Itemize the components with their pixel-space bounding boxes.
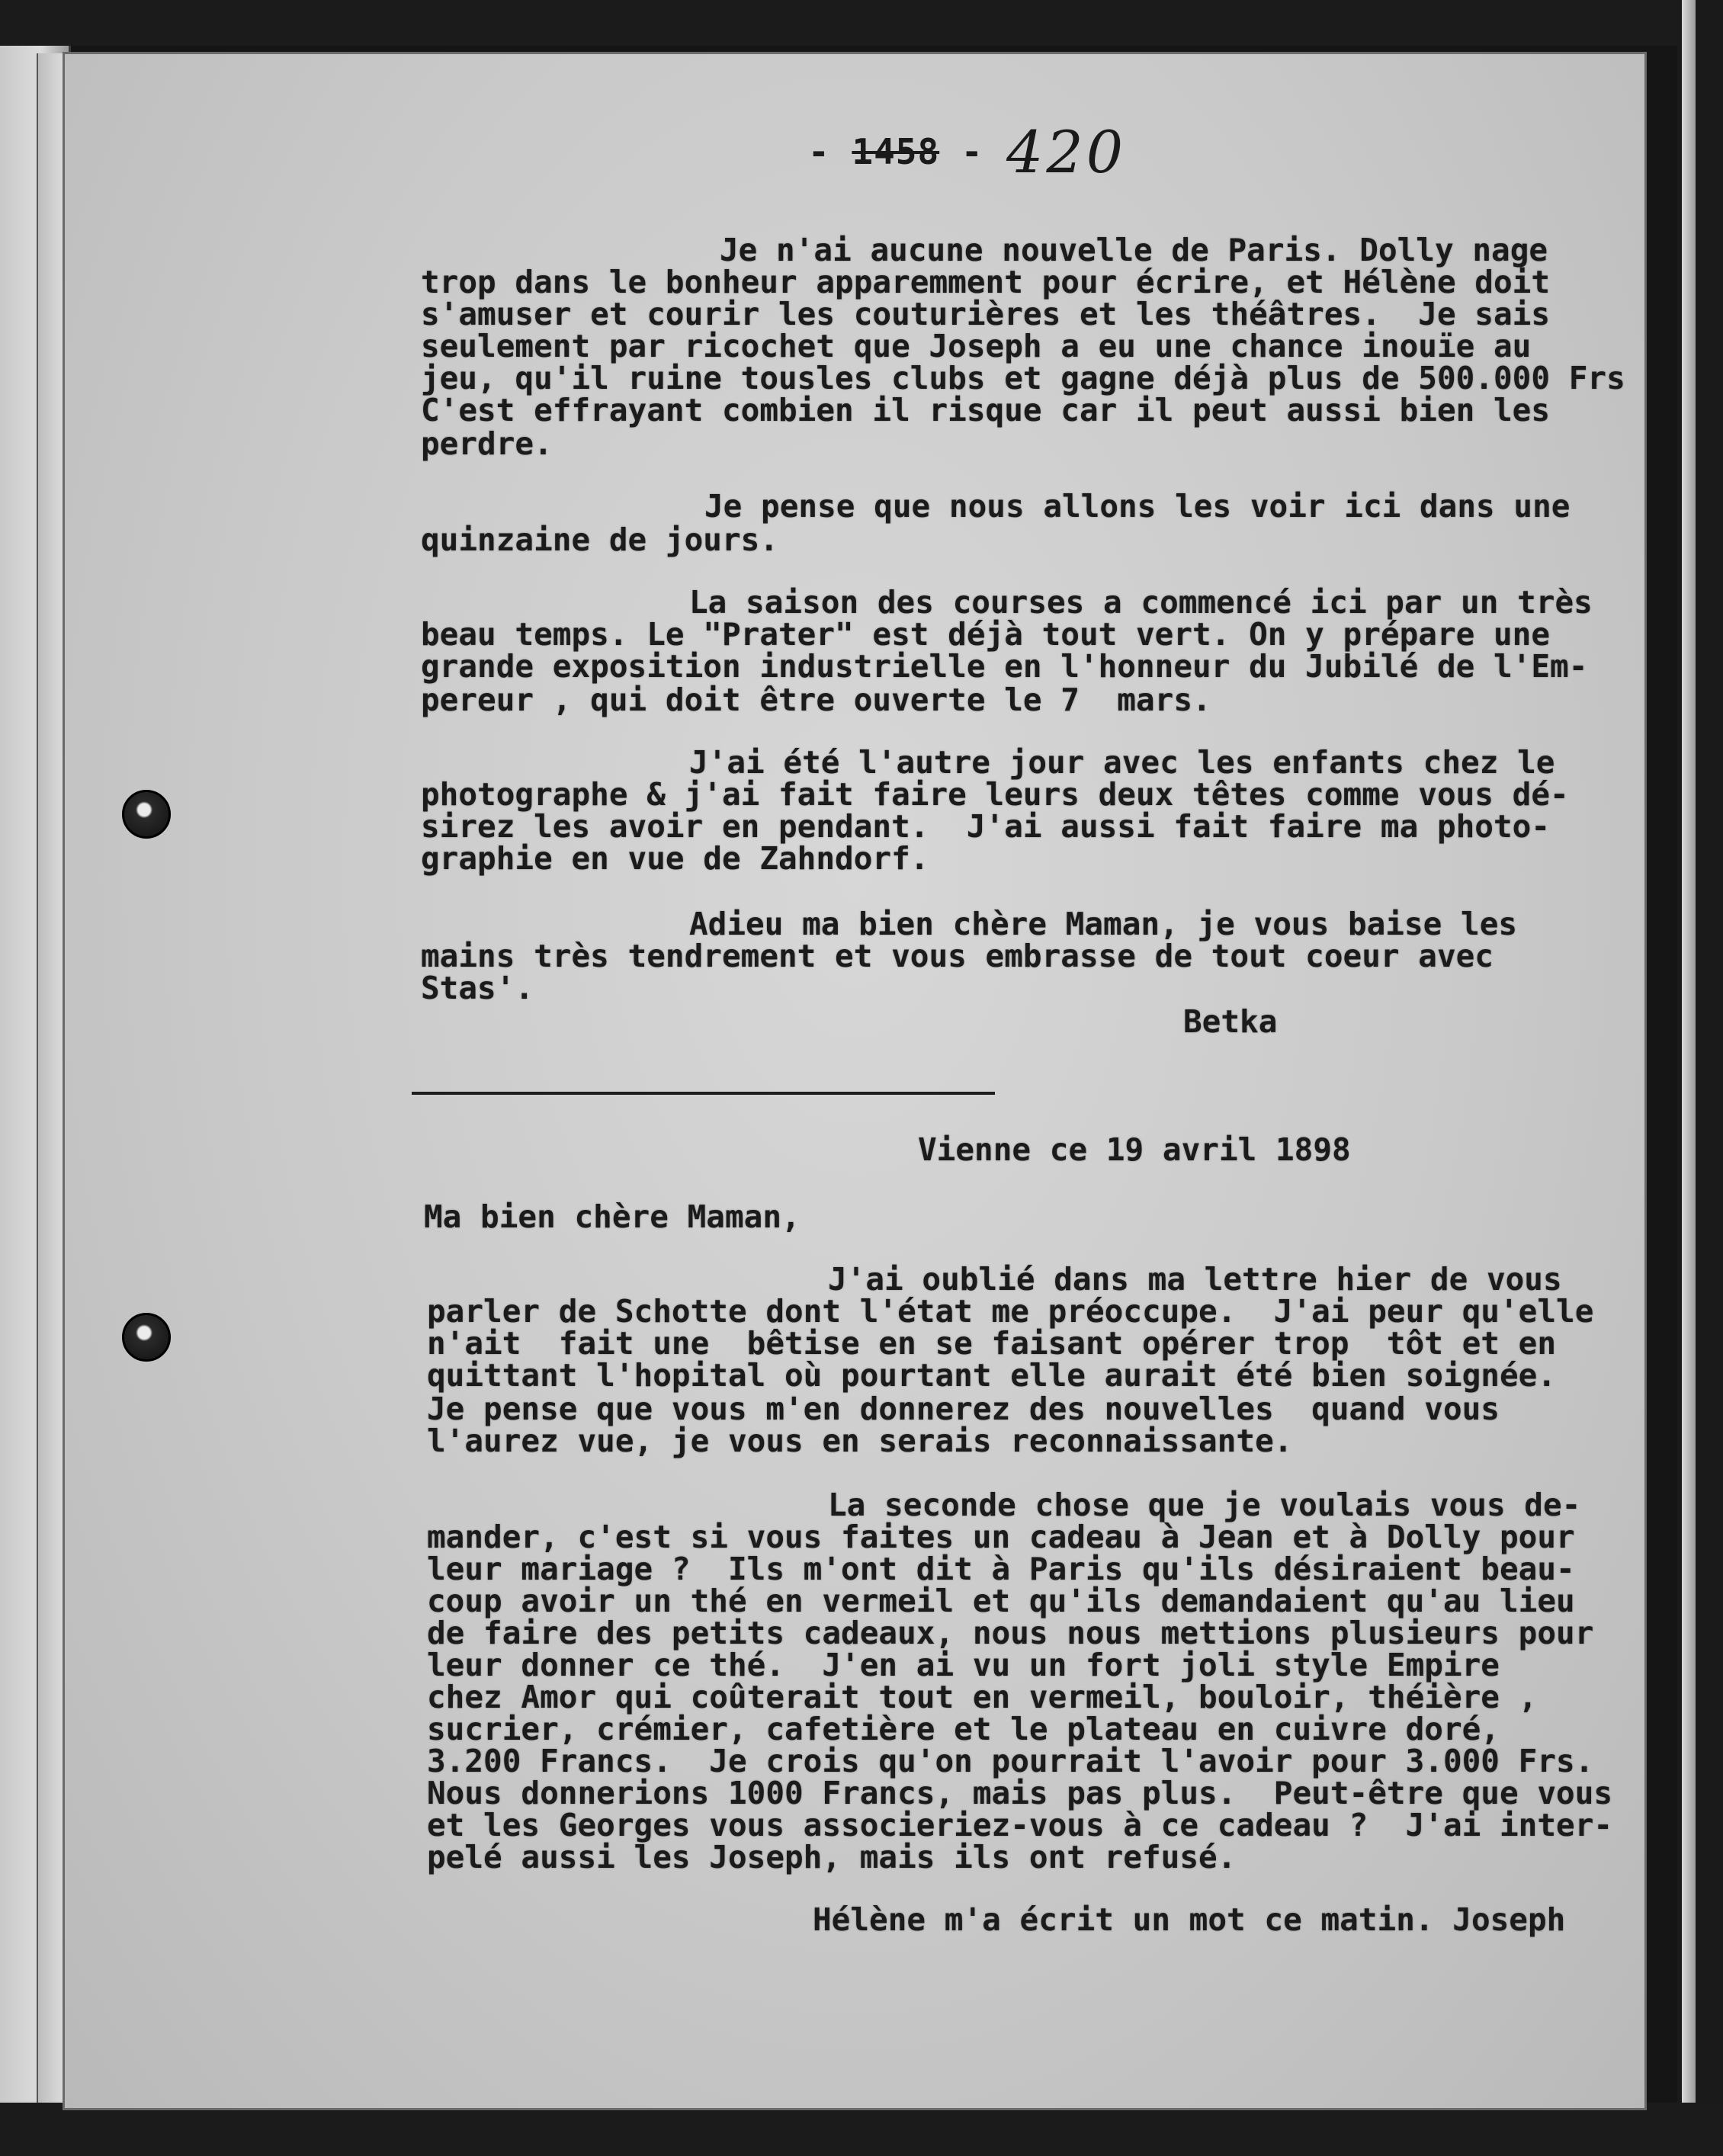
text-line: leur mariage ? Ils m'ont dit à Paris qu'ils désiraient beau- xyxy=(427,1551,1575,1587)
text-line: l'aurez vue, je vous en serais reconnaissante. xyxy=(427,1423,1293,1459)
text-line: perdre. xyxy=(421,425,553,462)
text-line: et les Georges vous associeriez-vous à ce cadeau ? J'ai inter- xyxy=(427,1807,1613,1843)
text-line: coup avoir un thé en vermeil et qu'ils demandaient qu'au lieu xyxy=(427,1583,1575,1619)
separator-rule xyxy=(412,1092,995,1095)
text-line: pereur , qui doit être ouverte le 7 mars. xyxy=(421,682,1211,718)
text-line: La seconde chose que je voulais vous de- xyxy=(828,1487,1581,1523)
text-line: J'ai oublié dans ma lettre hier de vous xyxy=(828,1261,1562,1298)
scan-right-edge xyxy=(1677,0,1723,2156)
signature: Betka xyxy=(1183,1003,1278,1040)
text-line: beau temps. Le "Prater" est déjà tout vert. On y prépare une xyxy=(421,616,1551,653)
text-line: parler de Schotte dont l'état me préoccupe. J'ai peur qu'elle xyxy=(427,1293,1594,1330)
text-line: pelé aussi les Joseph, mais ils ont refusé. xyxy=(427,1839,1237,1875)
text-line: Nous donnerions 1000 Francs, mais pas plus. Peut-être que vous xyxy=(427,1775,1613,1811)
text-line: grande exposition industrielle en l'honneur du Jubilé de l'Em- xyxy=(421,648,1588,685)
text-line: Hélène m'a écrit un mot ce matin. Joseph xyxy=(813,1901,1566,1938)
text-line: C'est effrayant combien il risque car il peut aussi bien les xyxy=(421,392,1551,428)
text-line: quinzaine de jours. xyxy=(421,521,778,558)
text-line: J'ai été l'autre jour avec les enfants chez le xyxy=(689,744,1555,781)
dateline: Vienne ce 19 avril 1898 xyxy=(918,1131,1351,1168)
text-line: trop dans le bonheur apparemment pour écrire, et Hélène doit xyxy=(421,264,1551,300)
scan-bottom-edge xyxy=(0,2103,1723,2156)
text-line: sucrier, crémier, cafetière et le plateau en cuivre doré, xyxy=(427,1711,1500,1747)
text-line: Adieu ma bien chère Maman, je vous baise les xyxy=(689,906,1518,942)
text-line: Stas'. xyxy=(421,970,534,1006)
text-line: Je pense que vous m'en donnerez des nouvelles quand vous xyxy=(427,1391,1500,1427)
salutation: Ma bien chère Maman, xyxy=(424,1198,801,1235)
text-line: photographe & j'ai fait faire leurs deux têtes comme vous dé- xyxy=(421,776,1569,813)
text-line: chez Amor qui coûterait tout en vermeil, bouloir, théière , xyxy=(427,1679,1538,1715)
punch-hole-bottom xyxy=(122,1313,171,1362)
handwritten-page-number: 420 xyxy=(1006,118,1127,186)
text-line: jeu, qu'il ruine tousles clubs et gagne déjà plus de 500.000 Frs xyxy=(421,360,1625,396)
text-line: 3.200 Francs. Je crois qu'on pourrait l'avoir pour 3.000 Frs. xyxy=(427,1743,1594,1779)
punch-hole-top xyxy=(122,790,171,839)
text-line: sirez les avoir en pendant. J'ai aussi fait faire ma photo- xyxy=(421,808,1551,845)
struck-page-number: 1458 xyxy=(852,131,940,172)
text-line: mander, c'est si vous faites un cadeau à Jean et à Dolly pour xyxy=(427,1519,1575,1555)
text-line: Je n'ai aucune nouvelle de Paris. Dolly nage xyxy=(720,232,1548,268)
text-line: Je pense que nous allons les voir ici dans une xyxy=(704,488,1571,525)
text-line: de faire des petits cadeaux, nous nous mettions plusieurs pour xyxy=(427,1615,1594,1651)
text-line: graphie en vue de Zahndorf. xyxy=(421,840,929,877)
typed-page-number: - 1458 - xyxy=(808,131,983,172)
text-line: leur donner ce thé. J'en ai vu un fort joli style Empire xyxy=(427,1647,1500,1683)
text-line: quittant l'hopital où pourtant elle aurait été bien soignée. xyxy=(427,1357,1557,1394)
scan-top-edge xyxy=(0,0,1723,46)
text-line: s'amuser et courir les couturières et les théâtres. Je sais xyxy=(421,296,1551,332)
text-line: La saison des courses a commencé ici par un très xyxy=(689,584,1593,621)
text-line: seulement par ricochet que Joseph a eu une chance inouïe au xyxy=(421,328,1532,364)
text-line: n'ait fait une bêtise en se faisant opérer trop tôt et en xyxy=(427,1325,1557,1362)
text-line: mains très tendrement et vous embrasse de tout coeur avec xyxy=(421,938,1494,974)
